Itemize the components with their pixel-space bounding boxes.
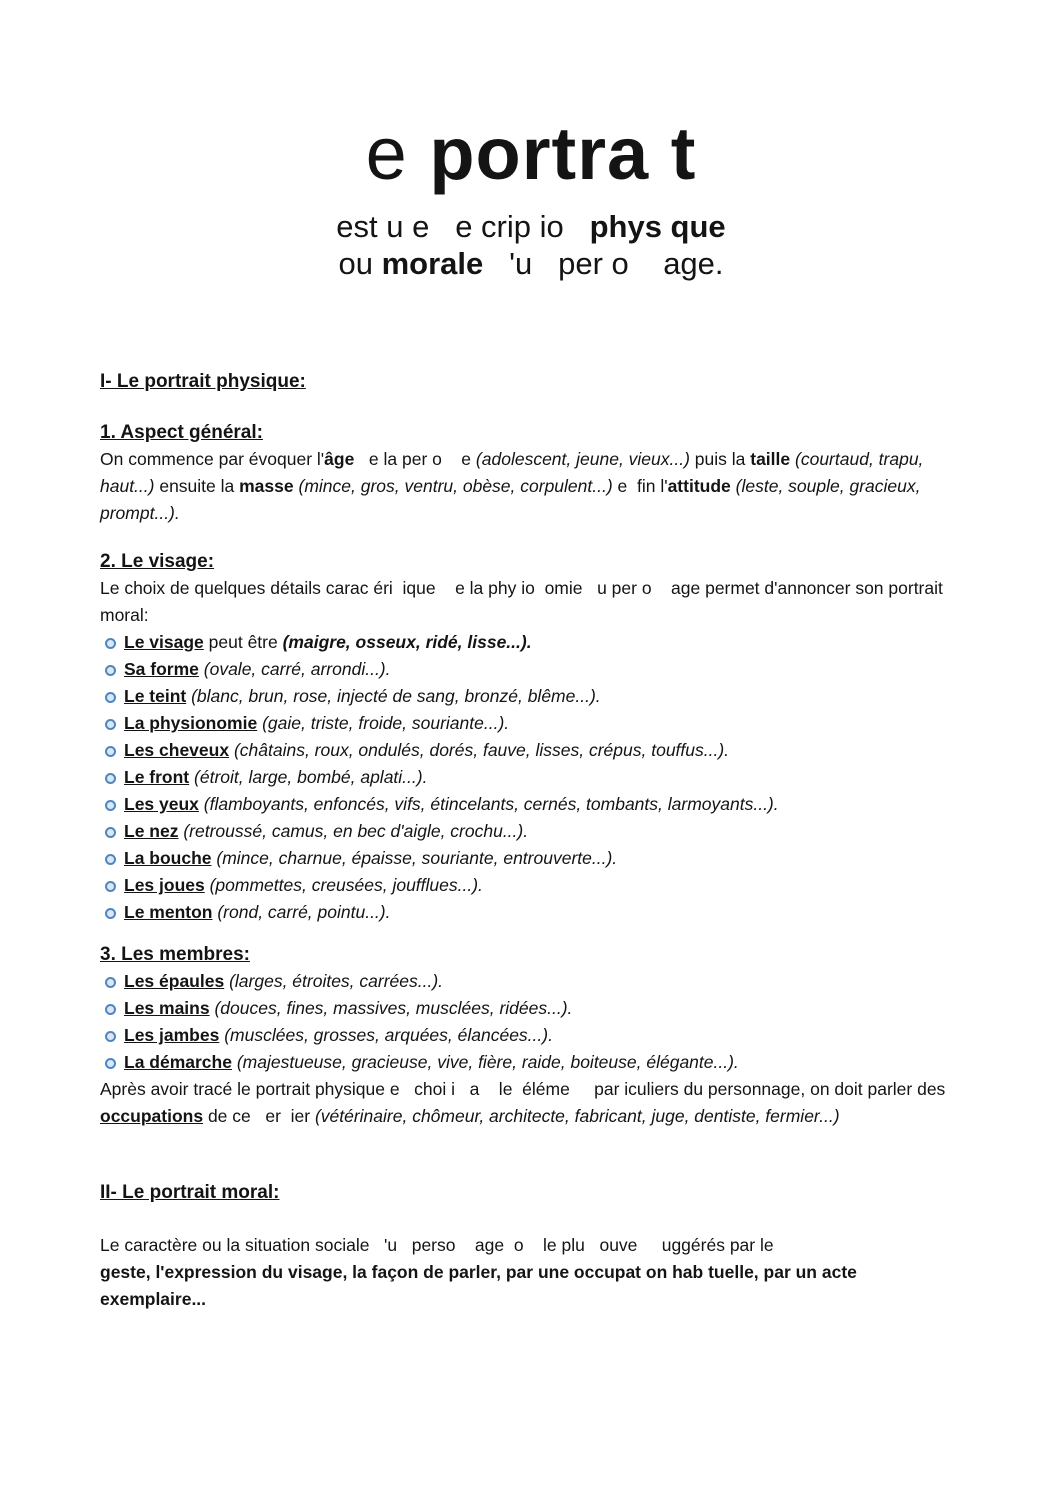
bullet-item-le-nez: [100, 818, 962, 845]
circle-bullet-icon: [105, 1031, 116, 1042]
bullet-item-les-mains: [100, 995, 962, 1022]
bullet-lead: Les cheveux: [124, 740, 230, 760]
bullet-lead: Le front: [124, 767, 190, 787]
bullet-item-la-bouche: [100, 845, 962, 872]
text-run: Le caractère ou la situation sociale 'u perso age o le plu ouve uggérés par le: [100, 1235, 779, 1255]
italic-examples: (mince, gros, ventru, obèse, corpulent...): [298, 476, 613, 496]
subsection-heading-aspect-general: 1. Aspect général:: [100, 422, 263, 443]
bullet-lead: Sa forme: [124, 659, 199, 679]
bold-term-masse: masse: [239, 476, 294, 496]
subtitle-run-bold: phys que: [589, 209, 726, 244]
membres-bullet-list: [100, 968, 962, 1076]
bullet-item-les-joues: [100, 872, 962, 899]
circle-bullet-icon: [105, 692, 116, 703]
moral-paragraph: [100, 1232, 962, 1313]
bullet-lead: La démarche: [124, 1052, 232, 1072]
visage-intro-paragraph: Le choix de quelques détails carac éri ique e la phy io omie u per o age permet d'annoncer son portrait moral:: [100, 578, 948, 625]
bullet-descriptor: (retroussé, camus, en bec d'aigle, crochu...).: [183, 821, 529, 841]
circle-bullet-icon: [105, 800, 116, 811]
bullet-descriptor: (étroit, large, bombé, aplati...).: [194, 767, 428, 787]
circle-bullet-icon: [105, 908, 116, 919]
bullet-lead: Le visage: [124, 632, 204, 652]
italic-examples: (adolescent, jeune, vieux...): [475, 449, 690, 469]
document-title: [100, 114, 962, 194]
bullet-item-le-visage: [100, 629, 962, 656]
subsection-heading-le-visage: 2. Le visage:: [100, 551, 215, 572]
bullet-descriptor: (larges, étroites, carrées...).: [229, 971, 444, 991]
circle-bullet-icon: [105, 827, 116, 838]
bullet-item-les-cheveux: [100, 737, 962, 764]
occupations-paragraph: [100, 1076, 962, 1130]
text-run: puis la: [689, 449, 751, 469]
section-heading-portrait-moral: II- Le portrait moral:: [100, 1182, 280, 1203]
title-run-regular: e: [365, 112, 430, 195]
text-run: On commence par évoquer l': [100, 449, 325, 469]
bullet-lead: Les joues: [124, 875, 205, 895]
bullet-lead: La physionomie: [124, 713, 258, 733]
circle-bullet-icon: [105, 854, 116, 865]
bullet-lead: Le teint: [124, 686, 187, 706]
section-heading-portrait-physique: I- Le portrait physique:: [100, 371, 306, 392]
bullet-item-le-teint: [100, 683, 962, 710]
circle-bullet-icon: [105, 881, 116, 892]
italic-examples: (vétérinaire, chômeur, architecte, fabricant, juge, dentiste, fermier...): [314, 1106, 840, 1126]
bullet-lead: Les jambes: [124, 1025, 220, 1045]
bullet-item-les-jambes: [100, 1022, 962, 1049]
bullet-lead: Les mains: [124, 998, 210, 1018]
bold-moral-clause: geste, l'expression du visage, la façon de parler, par une occupat on hab tuelle, par un acte exemplaire...: [100, 1262, 862, 1309]
text-run: e la per o e: [354, 449, 476, 469]
subsection-heading-les-membres: 3. Les membres:: [100, 944, 250, 965]
bullet-descriptor: (blanc, brun, rose, injecté de sang, bronzé, blême...).: [191, 686, 601, 706]
bullet-item-les-yeux: [100, 791, 962, 818]
document-subtitle-line1: [100, 208, 962, 245]
subtitle-run: ou: [338, 246, 382, 281]
circle-bullet-icon: [105, 977, 116, 988]
subtitle-run: est u e e crip io: [336, 209, 590, 244]
text-run: ensuite la: [154, 476, 240, 496]
bullet-item-la-physionomie: [100, 710, 962, 737]
bullet-descriptor: (rond, carré, pointu...).: [217, 902, 391, 922]
visage-bullet-list: [100, 629, 962, 926]
bold-term-age: âge: [324, 449, 355, 469]
text-run: de ce er ier: [203, 1106, 315, 1126]
subtitle-run-bold: morale: [381, 246, 484, 281]
title-run-bold: portra t: [429, 112, 697, 195]
bullet-descriptor: (châtains, roux, ondulés, dorés, fauve, lisses, crépus, touffus...).: [233, 740, 730, 760]
circle-bullet-icon: [105, 719, 116, 730]
italic-examples: (leste, souple, gracieux, prompt...).: [100, 476, 926, 523]
circle-bullet-icon: [105, 773, 116, 784]
text-run: e fin l': [612, 476, 668, 496]
bullet-lead: Le nez: [124, 821, 179, 841]
bullet-descriptor: (douces, fines, massives, musclées, ridées...).: [214, 998, 573, 1018]
text-run: Après avoir tracé le portrait physique e choi i a le éléme par iculiers du personnage, on doit parler des: [100, 1079, 951, 1099]
italic-examples: (courtaud, trapu, haut...): [100, 449, 929, 496]
bullet-lead: La bouche: [124, 848, 212, 868]
bullet-descriptor: (musclées, grosses, arquées, élancées...).: [224, 1025, 553, 1045]
bullet-descriptor: (pommettes, creusées, joufflues...).: [209, 875, 483, 895]
bullet-lead: Le menton: [124, 902, 213, 922]
bullet-lead: Les yeux: [124, 794, 199, 814]
aspect-general-paragraph: [100, 446, 962, 527]
bullet-mid: peut être: [203, 632, 283, 652]
bold-term-taille: taille: [750, 449, 791, 469]
bullet-descriptor: (majestueuse, gracieuse, vive, fière, raide, boiteuse, élégante...).: [236, 1052, 739, 1072]
bullet-item-sa-forme: [100, 656, 962, 683]
bullet-descriptor: (gaie, triste, froide, souriante...).: [262, 713, 510, 733]
bullet-item-le-front: [100, 764, 962, 791]
bullet-item-les-epaules: [100, 968, 962, 995]
bold-term-occupations: occupations: [100, 1106, 204, 1126]
subtitle-run: 'u per o age.: [483, 246, 724, 281]
bullet-descriptor: (maigre, osseux, ridé, lisse...).: [282, 632, 532, 652]
bullet-descriptor: (mince, charnue, épaisse, souriante, entrouverte...).: [216, 848, 618, 868]
bullet-item-le-menton: [100, 899, 962, 926]
bold-term-attitude: attitude: [667, 476, 731, 496]
circle-bullet-icon: [105, 746, 116, 757]
bullet-descriptor: (ovale, carré, arrondi...).: [203, 659, 391, 679]
bullet-lead: Les épaules: [124, 971, 225, 991]
circle-bullet-icon: [105, 1058, 116, 1069]
bullet-item-la-demarche: [100, 1049, 962, 1076]
circle-bullet-icon: [105, 1004, 116, 1015]
bullet-descriptor: (flamboyants, enfoncés, vifs, étincelants, cernés, tombants, larmoyants...).: [203, 794, 779, 814]
document-subtitle-line2: [100, 245, 962, 282]
circle-bullet-icon: [105, 665, 116, 676]
circle-bullet-icon: [105, 638, 116, 649]
